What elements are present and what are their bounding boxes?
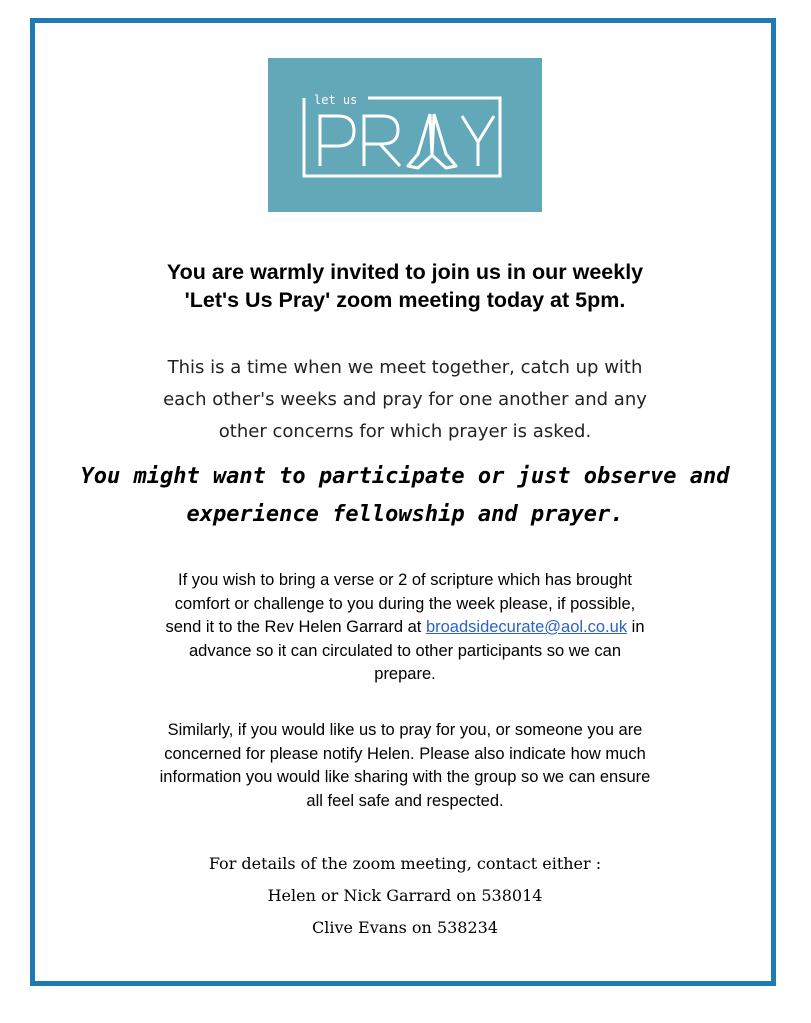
intro-line: other concerns for which prayer is asked. bbox=[218, 421, 592, 442]
contact-details bbox=[60, 848, 750, 944]
intro-paragraph bbox=[60, 352, 750, 448]
scripture-line: prepare. bbox=[374, 665, 436, 683]
prayer-request-paragraph bbox=[110, 719, 700, 813]
heading-line: You are warmly invited to join us in our weekly bbox=[166, 260, 644, 284]
scripture-line: advance so it can circulated to other participants so we can bbox=[189, 641, 621, 660]
prayer-line: Similarly, if you would like us to pray for you, or someone you are bbox=[167, 721, 643, 739]
heading-line: 'Let's Us Pray' zoom meeting today at 5pm. bbox=[184, 288, 626, 312]
scripture-text: in bbox=[627, 618, 645, 636]
contact-line: Clive Evans on 538234 bbox=[311, 918, 499, 937]
prayer-line: concerned for please notify Helen. Please also indicate how much bbox=[164, 744, 646, 763]
scripture-text: send it to the Rev Helen Garrard at bbox=[165, 618, 426, 636]
email-link[interactable]: broadsidecurate@aol.co.uk bbox=[425, 618, 628, 636]
scripture-line: comfort or challenge to you during the week please, if possible, bbox=[174, 594, 636, 613]
prayer-line: information you would like sharing with the group so we can ensure bbox=[159, 768, 651, 786]
emphasis-line: You might want to participate or just observe and bbox=[80, 464, 730, 489]
emphasis-line: experience fellowship and prayer. bbox=[186, 502, 624, 527]
let-us-pray-logo bbox=[268, 58, 542, 212]
intro-line: each other's weeks and pray for one another and any bbox=[163, 389, 647, 410]
prayer-line: all feel safe and respected. bbox=[306, 791, 504, 810]
contact-line: Helen or Nick Garrard on 538014 bbox=[267, 886, 543, 905]
scripture-line: If you wish to bring a verse or 2 of scripture which has brought bbox=[178, 571, 632, 589]
scripture-paragraph bbox=[110, 569, 700, 687]
emphasis-text bbox=[40, 458, 770, 534]
contact-line: For details of the zoom meeting, contact either : bbox=[208, 854, 602, 873]
intro-line: This is a time when we meet together, catch up with bbox=[167, 357, 643, 378]
praying-hands-icon bbox=[408, 114, 456, 168]
logo-small-text: let us bbox=[314, 93, 358, 107]
scripture-line bbox=[110, 616, 700, 640]
invitation-heading bbox=[60, 258, 750, 314]
